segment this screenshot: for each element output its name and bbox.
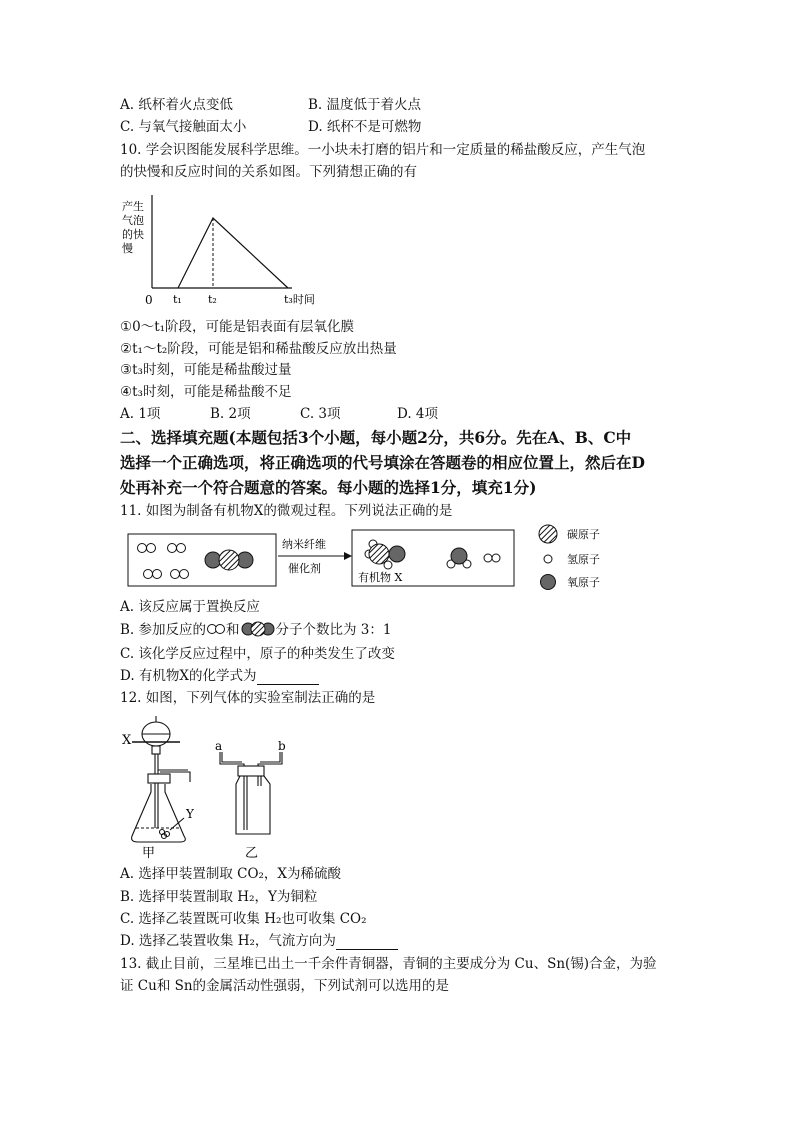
organic-x-molecule [365, 540, 405, 569]
legend-hydrogen-icon [544, 555, 552, 563]
q11-option-b [120, 621, 392, 639]
h2-molecule [168, 544, 186, 553]
apparatus-jia [132, 716, 190, 842]
graph-ylabel-2: 气泡 [122, 214, 144, 227]
h2-molecule [484, 554, 500, 562]
q12-option-a: A. 选择甲装置制取 CO₂，X为稀硫酸 [120, 866, 342, 882]
h2-molecule [138, 544, 156, 553]
q11-option-b-part1: B. 参加反应的 [120, 622, 207, 638]
graph-t2: t₂ [208, 293, 217, 306]
apparatus-yi [220, 752, 282, 834]
graph-origin: 0 [145, 293, 153, 307]
q10-option-d: D. 4项 [397, 406, 439, 422]
q10-rate-graph [118, 190, 328, 310]
q12-option-d [120, 932, 398, 950]
q10-stem-line2: 的快慢和反应时间的关系如图。下列猜想正确的有 [120, 164, 417, 180]
legend-carbon-icon [539, 525, 557, 543]
graph-rate-curve [178, 218, 288, 288]
label-a: a [215, 739, 223, 753]
label-yi: 乙 [245, 846, 259, 861]
q11-option-b-part2: 和 [226, 622, 240, 638]
q12-option-d-text: D. 选择乙装置收集 H₂，气流方向为 [120, 933, 336, 949]
label-jia: 甲 [142, 846, 156, 861]
co2-molecule-icon [240, 621, 276, 637]
legend-carbon-label: 碳原子 [567, 528, 600, 541]
q9-option-b: B. 温度低于着火点 [308, 97, 422, 113]
arrow-label-catalyst-2: 催化剂 [288, 562, 321, 575]
q12-apparatus-diagram [118, 712, 308, 862]
h2-molecule [171, 570, 189, 579]
q11-option-b-part3: 分子个数比为 3：1 [275, 622, 392, 638]
q10-statement-3: ③t₃时刻，可能是稀盐酸过量 [120, 362, 292, 378]
graph-t1: t₁ [173, 293, 182, 306]
q11-micro-diagram [126, 524, 626, 590]
q12-stem: 12. 如图，下列气体的实验室制法正确的是 [120, 690, 376, 706]
q12-option-c: C. 选择乙装置既可收集 H₂也可收集 CO₂ [120, 911, 367, 927]
q10-option-b: B. 2项 [210, 406, 251, 422]
q12-option-b: B. 选择甲装置制取 H₂，Y为铜粒 [120, 889, 318, 905]
q10-statement-2: ②t₁～t₂阶段，可能是铝和稀盐酸反应放出热量 [120, 341, 397, 357]
co2-molecule [205, 550, 253, 570]
q9-option-a: A. 纸杯着火点变低 [120, 97, 233, 113]
q11-option-a: A. 该反应属于置换反应 [120, 599, 260, 615]
h2-molecule [144, 570, 162, 579]
q11-answer-blank[interactable] [257, 670, 319, 685]
legend-oxygen-label: 氧原子 [567, 576, 600, 589]
q11-option-d [120, 667, 319, 685]
label-b: b [278, 739, 286, 753]
graph-t3: t₃时间 [284, 293, 315, 306]
graph-ylabel-4: 慢 [122, 242, 133, 255]
q11-option-d-text: D. 有机物X的化学式为 [120, 668, 257, 684]
q10-statement-4: ④t₃时刻，可能是稀盐酸不足 [120, 384, 292, 400]
h2-molecule-icon [206, 623, 226, 635]
label-y: Y [186, 807, 194, 821]
product-label: 有机物 X [358, 571, 403, 584]
section2-heading-line3: 处再补充一个符合题意的答案。每小题的选择1分，填充1分) [120, 478, 537, 497]
q9-option-c: C. 与氧气接触面太小 [120, 119, 247, 135]
q10-stem-line1: 10. 学会识图能发展科学思维。一小块未打磨的铝片和一定质量的稀盐酸反应，产生气泡 [120, 142, 646, 158]
q11-stem: 11. 如图为制备有机物X的微观过程。下列说法正确的是 [120, 503, 453, 519]
reaction-arrowhead [344, 552, 352, 560]
label-x: X [122, 733, 132, 748]
q10-statement-1: ①0～t₁阶段，可能是铝表面有层氧化膜 [120, 319, 355, 335]
arrow-label-catalyst-1: 纳米纤维 [282, 538, 326, 551]
graph-ylabel-3: 的快 [122, 228, 144, 241]
section2-heading-line1: 二、选择填充题(本题包括3个小题，每小题2分，共6分。先在A、B、C中 [120, 428, 632, 447]
legend-hydrogen-label: 氢原子 [567, 553, 600, 566]
legend-oxygen-icon [541, 575, 556, 590]
q10-option-a: A. 1项 [120, 406, 161, 422]
h2o-molecule [447, 548, 471, 568]
q12-answer-blank[interactable] [336, 935, 398, 950]
q13-stem-line2: 证 Cu和 Sn的金属活动性强弱，下列试剂可以选用的是 [120, 978, 450, 994]
graph-ylabel-1: 产生 [122, 200, 144, 213]
q11-option-c: C. 该化学反应过程中，原子的种类发生了改变 [120, 646, 395, 662]
q13-stem-line1: 13. 截止目前，三星堆已出土一千余件青铜器，青铜的主要成分为 Cu、Sn(锡)合金，为验 [120, 956, 657, 972]
q9-option-d: D. 纸杯不是可燃物 [308, 119, 422, 135]
section2-heading-line2: 选择一个正确选项，将正确选项的代号填涂在答题卷的相应位置上，然后在D [120, 453, 645, 472]
q10-option-c: C. 3项 [300, 406, 341, 422]
